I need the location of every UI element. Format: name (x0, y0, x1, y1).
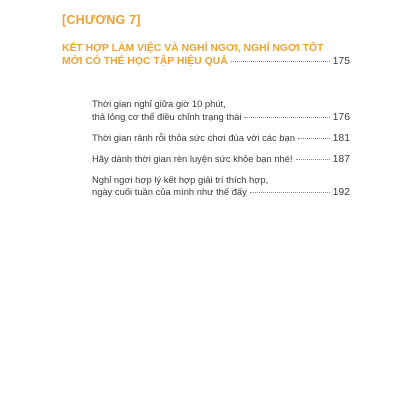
dot-leader (296, 159, 330, 160)
toc-entry-line (92, 153, 350, 167)
toc-entry-line-1: Nghỉ ngơi hợp lý kết hợp giải trí thích hợp, (92, 173, 269, 185)
dot-leader (250, 192, 330, 193)
toc-entry-page-number: 176 (332, 111, 350, 123)
toc-entry-line (92, 132, 350, 146)
chapter-title-text: MỚI CÓ THỂ HỌC TẬP HIỆU QUẢ (62, 56, 228, 67)
toc-entry[interactable] (92, 153, 350, 167)
toc-entry-text: Hãy dành thời gian rèn luyện sức khỏe bạn nhé! (92, 152, 293, 164)
chapter-label: [CHƯƠNG 7] (62, 13, 141, 27)
toc-entry-text: Thời gian rảnh rỗi thỏa sức chơi đùa với các bạn (92, 131, 295, 143)
toc-entry[interactable] (92, 98, 350, 124)
toc-entries (92, 98, 350, 207)
dot-leader (231, 61, 330, 62)
dot-leader (298, 138, 330, 139)
toc-entry-line-1: Thời gian nghỉ giữa giờ 10 phút, (92, 98, 226, 109)
toc-entry-page-number: 181 (332, 132, 350, 144)
toc-entry-text: ngày cuối tuần của mình như thế đấy (92, 186, 247, 197)
toc-entry-text: thả lỏng cơ thể điều chỉnh trạng thái (92, 110, 242, 122)
toc-entry[interactable] (92, 174, 350, 200)
chapter-page-number: 175 (332, 56, 350, 67)
chapter-title[interactable] (62, 42, 350, 68)
chapter-title-line-1: KẾT HỢP LÀM VIỆC VÀ NGHỈ NGƠI, NGHỈ NGƠI TỐT (62, 43, 324, 54)
toc-entry-page-number: 192 (332, 187, 350, 198)
chapter-title-line-2 (62, 55, 350, 68)
toc-entry-page-number: 187 (332, 153, 350, 165)
toc-entry-line-2 (92, 111, 350, 125)
toc-entry[interactable] (92, 132, 350, 146)
dot-leader (244, 117, 329, 118)
toc-entry-line-2 (92, 186, 350, 200)
